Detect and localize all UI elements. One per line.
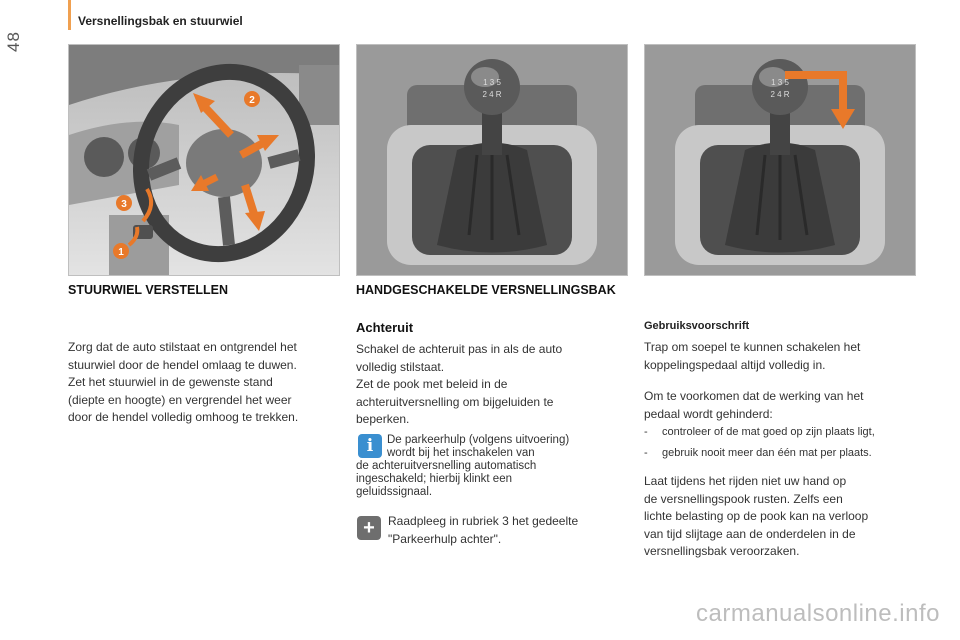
gear-lever-photo	[356, 44, 628, 276]
steering-adjust-heading: STUURWIEL VERSTELLEN	[68, 283, 228, 297]
section-title: Versnellingsbak en stuurwiel	[78, 14, 243, 28]
page-number: 48	[4, 31, 23, 52]
gear-lever-reverse-photo	[644, 44, 916, 276]
steering-paragraph: Zorg dat de auto stilstaat en ontgrendel het stuurwiel door de hendel omlaag te duwen. Zet het stuurwiel in de gewenste stand (diepte en hoogte) en vergrendel het weer door de hendel volledig omhoog te trekken.	[68, 340, 299, 424]
callout-1	[113, 243, 129, 259]
plus-icon: +	[357, 516, 381, 540]
info-icon: i	[358, 434, 382, 458]
callout-2	[244, 91, 260, 107]
list-item: - gebruik nooit meer dan één mat per plaats.	[644, 447, 872, 459]
parking-assist-note: De parkeerhulp (volgens uitvoering) wordt bij het inschakelen van de achteruitversnelling automatisch ingeschakeld; hierbij klinkt een geluidssignaal.	[356, 434, 570, 498]
usage-bullet-list	[644, 425, 934, 461]
usage-paragraph-clutch: Trap om soepel te kunnen schakelen het koppelingspedaal altijd volledig in.	[644, 340, 861, 372]
section-accent-bar	[68, 0, 71, 30]
svg-text:2 4 R: 2 4 R	[770, 90, 790, 99]
reverse-heading: Achteruit	[356, 320, 414, 335]
watermark: carmanualsonline.info	[696, 600, 940, 627]
usage-heading: Gebruiksvoorschrift	[644, 320, 750, 332]
svg-text:1 3 5: 1 3 5	[771, 78, 789, 87]
svg-text:1 3 5: 1 3 5	[483, 78, 501, 87]
parking-assist-reference: Raadpleeg in rubriek 3 het gedeelte "Parkeerhulp achter".	[388, 514, 579, 546]
list-item: - controleer of de mat goed op zijn plaats ligt,	[644, 426, 875, 438]
svg-text:2: 2	[249, 95, 255, 106]
svg-text:1: 1	[118, 247, 124, 258]
usage-paragraph-pedal: Om te voorkomen dat de werking van het pedaal wordt gehinderd:	[644, 389, 864, 421]
callout-3	[116, 195, 132, 211]
svg-text:3: 3	[121, 199, 127, 210]
manual-gearbox-heading: HANDGESCHAKELDE VERSNELLINGSBAK	[356, 283, 616, 297]
usage-paragraph-hand: Laat tijdens het rijden niet uw hand op de versnellingspook rusten. Zelfs een lichte belasting op de pook kan na verloop van tijd slijtage aan de onderdelen in de versnellingsbak veroorzaken.	[644, 474, 869, 558]
reverse-paragraph: Schakel de achteruit pas in als de auto volledig stilstaat. Zet de pook met beleid in de achteruitversnelling om bijgeluiden te beperken.	[356, 342, 563, 426]
steering-wheel-photo	[68, 44, 340, 276]
svg-text:2 4 R: 2 4 R	[482, 90, 502, 99]
